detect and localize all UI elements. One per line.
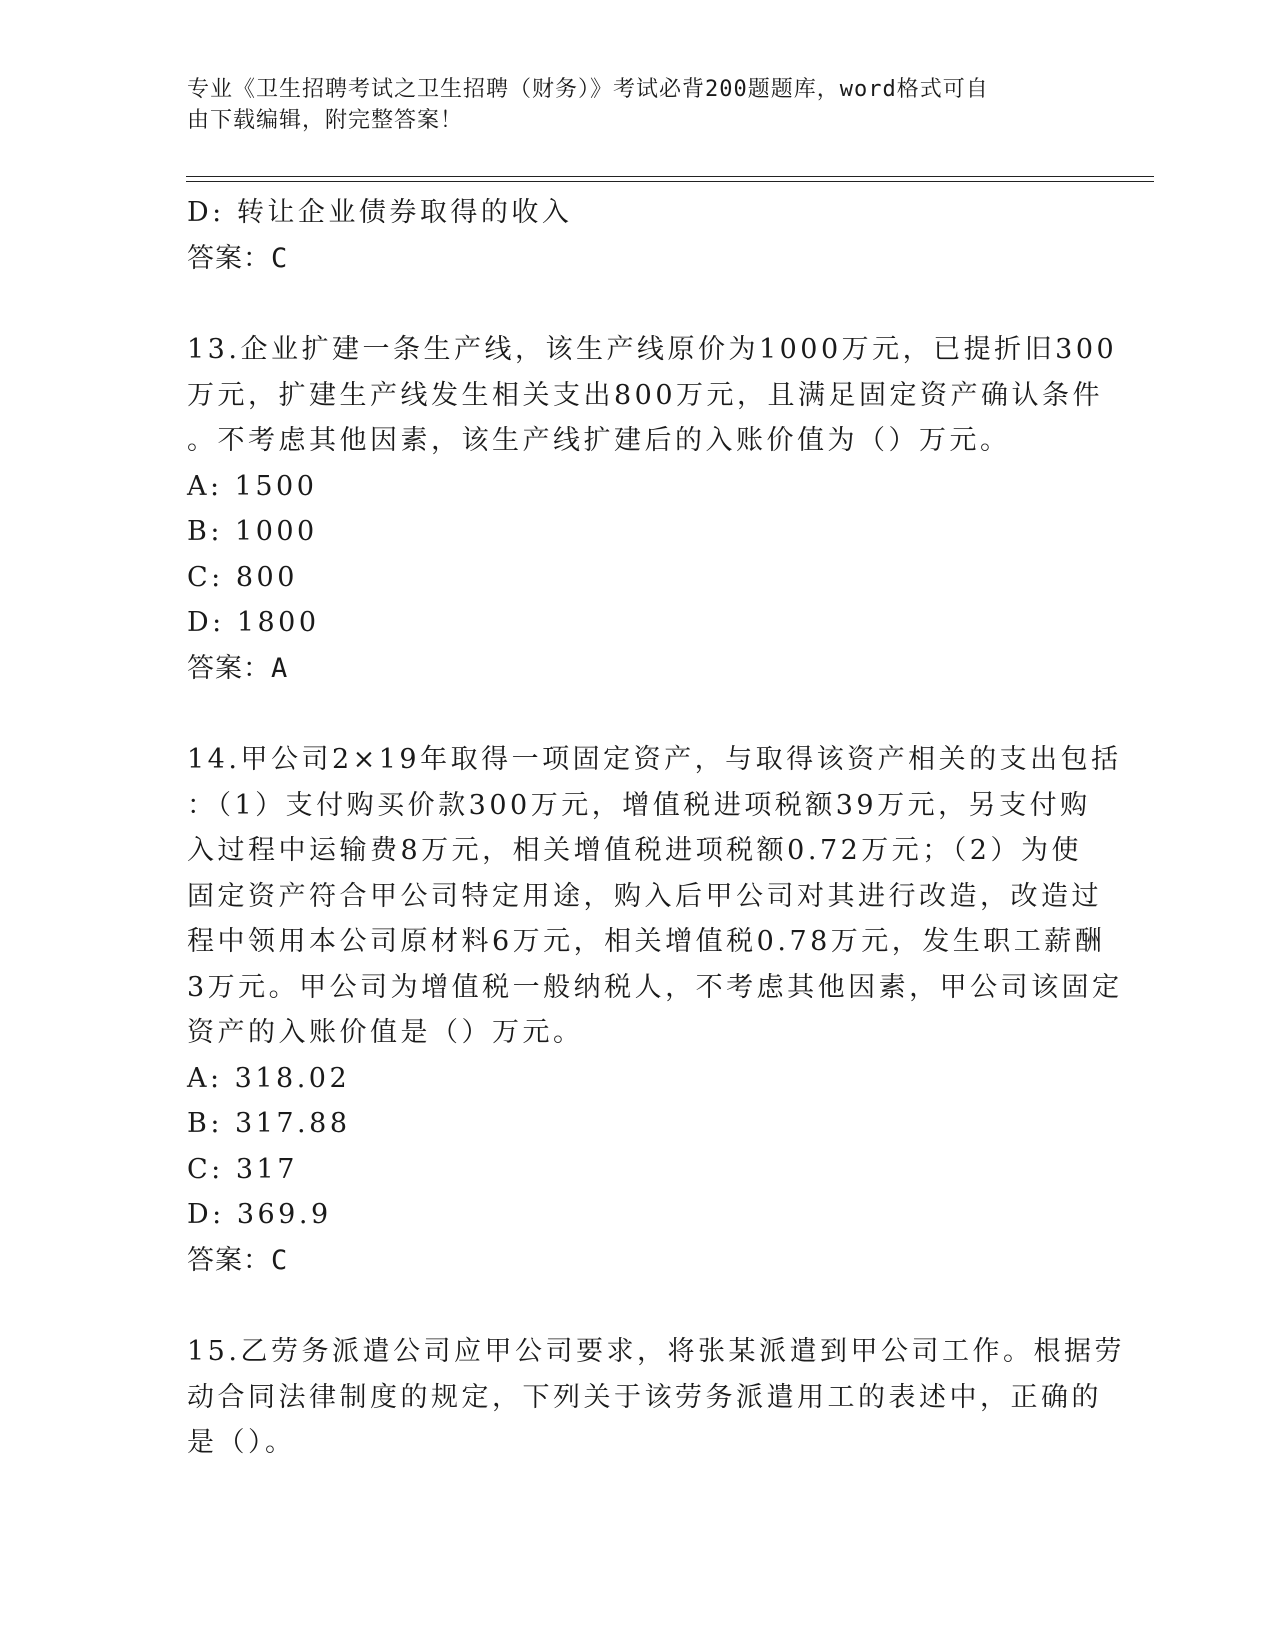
question-15 [187,1329,1125,1466]
question-text-line: 动合同法律制度的规定，下列关于该劳务派遣用工的表述中，正确的 [187,1381,1102,1413]
question-text-line: 固定资产符合甲公司特定用途，购入后甲公司对其进行改造，改造过 [187,880,1102,912]
question-text-line: 万元，扩建生产线发生相关支出800万元，且满足固定资产确认条件 [187,379,1104,411]
question-text-line: 14.甲公司2×19年取得一项固定资产，与取得该资产相关的支出包括 [187,744,1122,775]
question-text-line: 15.乙劳务派遣公司应甲公司要求，将张某派遣到甲公司工作。根据劳 [187,1336,1125,1367]
answer-line: 答案：C [187,1244,289,1276]
header-line-2: 由下载编辑，附完整答案！ [187,108,464,133]
question-text-line: 13.企业扩建一条生产线，该生产线原价为1000万元，已提折旧300 [187,334,1118,365]
header-line-1: 专业《卫生招聘考试之卫生招聘（财务）》考试必背200题题库，word格式可自 [187,77,989,102]
question-text-line: 资产的入账价值是（）万元。 [187,1017,584,1048]
option-b: B: 1000 [187,516,318,547]
option-d: D: 转让企业债券取得的收入 [187,197,573,228]
question-text-line: ：（1）支付购买价款300万元，增值税进项税额39万元，另支付购 [187,789,1091,821]
question-14 [187,737,1123,1283]
question-13 [187,327,1118,691]
option-b: B: 317.88 [187,1108,351,1139]
document-body [187,190,1125,1466]
previous-question [187,190,1087,281]
answer-line: 答案：A [187,652,289,684]
option-a: A: 1500 [187,470,318,502]
option-c: C: 317 [187,1153,298,1185]
page-header [187,74,1067,136]
option-a: A: 318.02 [187,1062,351,1094]
question-text-line: 是（）。 [187,1427,296,1458]
answer-line: 答案：C [187,242,289,274]
header-rule-bottom [186,181,1154,182]
question-text-line: 。不考虑其他因素，该生产线扩建后的入账价值为（）万元。 [187,425,1011,456]
question-text-line: 程中领用本公司原材料6万元，相关增值税0.78万元，发生职工薪酬 [187,926,1106,957]
option-d: D: 369.9 [187,1199,332,1230]
option-d: D: 1800 [187,607,320,638]
header-rule-top [186,176,1154,177]
option-c: C: 800 [187,561,298,593]
question-text-line: 3万元。甲公司为增值税一般纳税人，不考虑其他因素，甲公司该固定 [187,971,1123,1003]
question-text-line: 入过程中运输费8万元，相关增值税进项税额0.72万元；（2）为使 [187,835,1082,866]
